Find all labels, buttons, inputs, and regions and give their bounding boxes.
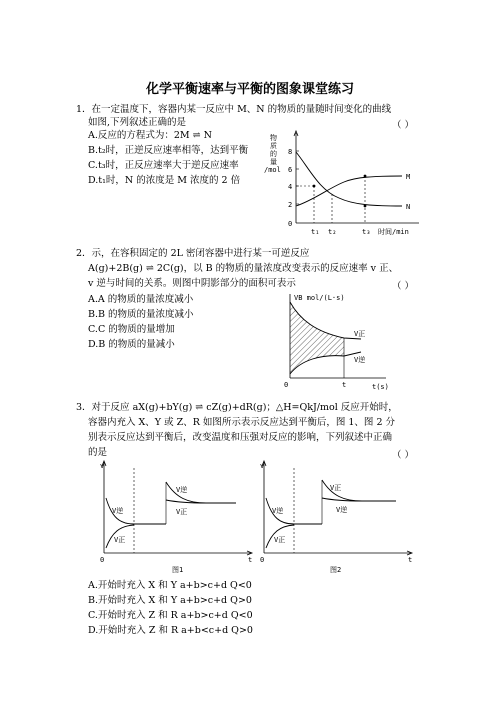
- fig2-t-label: t: [408, 556, 413, 564]
- q1-ytick-2: 2: [288, 201, 293, 209]
- q2-xtick-t: t: [342, 381, 347, 389]
- q1-option-d: D.t₁时，N 的浓度是 M 浓度的 2 倍: [88, 175, 241, 186]
- q1-ytick-4: 4: [288, 183, 293, 191]
- q2-stem-line1: 2．示，在容积固定的 2L 密闭容器中进行某一可逆反应: [76, 248, 310, 259]
- page-title: 化学平衡速率与平衡的图象课堂练习: [145, 82, 354, 97]
- q2-option-b: B.B 的物质的量浓度减小: [88, 309, 194, 320]
- q2-option-d: D.B 的物质的量减小: [88, 339, 175, 350]
- q3-option-c: C.开始时充入 Z 和 R a+b>c+d Q<0: [88, 610, 253, 621]
- q1-ylabel-3: 的: [270, 150, 277, 158]
- fig1-v-label: v: [100, 462, 105, 470]
- q2-graph: [276, 290, 392, 390]
- q1-curve-label-n: N: [406, 203, 411, 211]
- q1-xtick-t2: t₂: [328, 228, 337, 236]
- q3-stem-line1: 3．对于反应 aX(g)+bY(g) ⇌ cZ(g)+dR(g)；△H=QkJ/mol 反应开始时，: [76, 402, 398, 413]
- q2-label-forward: V正: [354, 330, 366, 338]
- fig2-label-top: V正: [330, 484, 342, 492]
- q3-answer-paren: （ ）: [392, 450, 415, 461]
- q2-origin: 0: [284, 381, 289, 389]
- fig1-origin: 0: [100, 556, 105, 564]
- q1-stem-line1: 1．在一定温度下，容器内某一反应中 M、N 的物质的量随时间变化的曲线: [76, 104, 392, 115]
- q1-ylabel-5: /mol: [264, 166, 281, 174]
- q1-xtick-t1: t₁: [311, 228, 320, 236]
- q1-ytick-8: 8: [288, 148, 293, 156]
- q2-option-c: C.C 的物质的量增加: [88, 324, 175, 335]
- q3-stem-line2: 容器内充入 X、Y 或 Z、R 如图所示表示反应达到平衡后，图 1、图 2 分: [88, 417, 396, 428]
- q3-stem-line4: 的是: [88, 447, 108, 458]
- q3-option-b: B.开始时充入 X 和 Y a+b>c+d Q>0: [88, 595, 252, 606]
- fig1-t-label: t: [248, 556, 253, 564]
- fig2-curve-after-2: [322, 498, 362, 501]
- q1-ylabel-1: 物: [270, 134, 277, 142]
- q1-xtick-t3: t₃: [362, 228, 371, 236]
- fig1-label-top2: V正: [176, 508, 188, 516]
- q1-ytick-0: 0: [288, 220, 293, 228]
- fig2-label-left-bottom: V正: [274, 536, 286, 544]
- q3-figure-2: [256, 458, 416, 578]
- q2-option-a: A.A 的物质的量浓度减小: [88, 294, 194, 305]
- q1-option-b: B.t₂时，正逆反应速率相等，达到平衡: [88, 145, 249, 156]
- q1-graph: [264, 128, 424, 238]
- q1-option-a: A.反应的方程式为：2M ⇌ N: [88, 130, 212, 141]
- q1-ylabel-2: 质: [270, 142, 277, 150]
- q2-answer-paren: （ ）: [392, 281, 415, 292]
- fig2-caption: 图2: [330, 566, 342, 574]
- q1-ylabel-4: 量: [270, 158, 277, 166]
- q2-stem-line3: v 逆与时间的关系。则图中阴影部分的面积可表示: [88, 278, 296, 289]
- fig2-label-left-top: V逆: [272, 507, 284, 515]
- fig1-label-left-top: V逆: [112, 507, 124, 515]
- q1-curve-label-m: M: [406, 173, 411, 181]
- q1-option-c: C.t₃时，正反应速率大于逆反应速率: [88, 160, 239, 171]
- fig2-origin: 0: [260, 556, 265, 564]
- q3-stem-line3: 别表示反应达到平衡后，改变温度和压强对反应的影响，下列叙述中正确: [88, 432, 393, 443]
- q3-figure-1: [96, 458, 256, 578]
- fig1-curve-after-2: [166, 500, 206, 503]
- q3-option-a: A.开始时充入 X 和 Y a+b>c+d Q<0: [88, 580, 252, 591]
- fig2-label-top2: V逆: [336, 506, 348, 514]
- q1-ytick-6: 6: [288, 166, 293, 174]
- fig1-label-left-bottom: V正: [114, 536, 126, 544]
- q1-curve-n: [296, 152, 402, 206]
- q3-option-d: D.开始时充入 Z 和 R a+b<c+d Q>0: [88, 625, 253, 636]
- fig2-v-label: v: [260, 462, 265, 470]
- q2-stem-line2: A(g)+2B(g) ⇌ 2C(g)，以 B 的物质的量浓度改变表示的反应速率 v 正、: [88, 263, 399, 274]
- fig1-label-top: V逆: [176, 486, 188, 494]
- q2-xlabel: t(s): [372, 383, 389, 390]
- q1-xlabel: 时间/min: [378, 228, 409, 236]
- q1-answer-paren: （ ）: [392, 120, 415, 131]
- fig1-caption: 图1: [172, 566, 184, 574]
- q2-label-reverse: V逆: [354, 356, 366, 364]
- q2-shaded-area: [290, 302, 344, 374]
- q2-ylabel: VB mol/(L·s): [294, 294, 345, 302]
- q1-stem-line2: 如图,下列叙述正确的是: [88, 117, 187, 128]
